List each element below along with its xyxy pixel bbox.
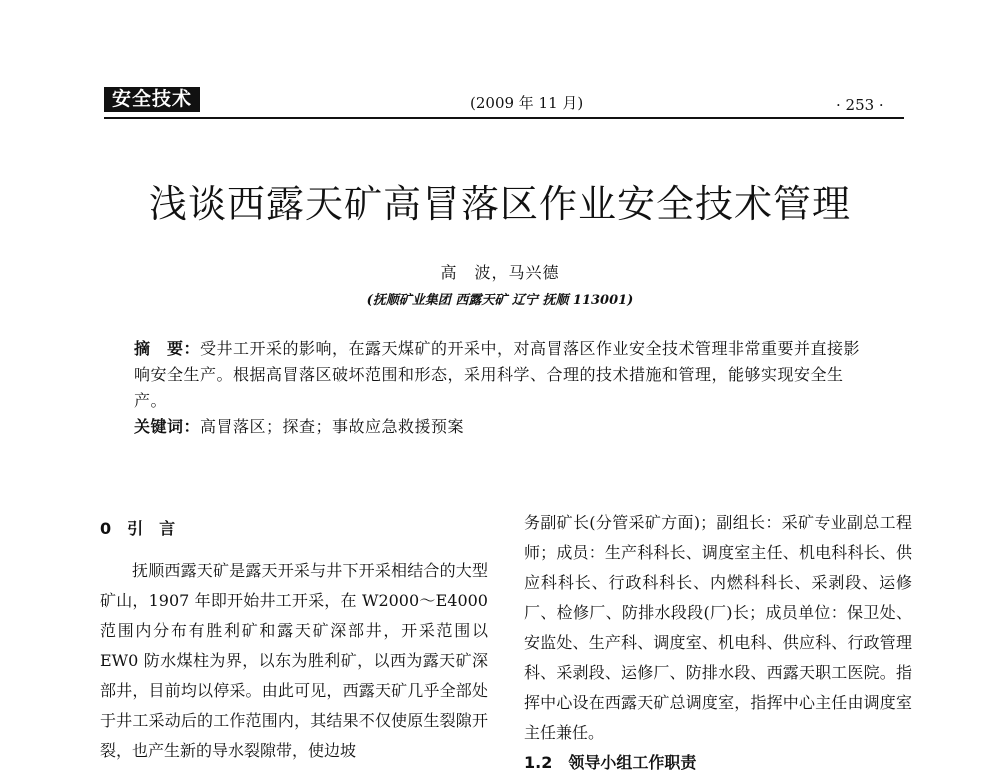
left-column: [100, 514, 488, 766]
authors: 高 波，马兴德: [440, 263, 560, 282]
section-heading-intro: 0 引 言: [100, 519, 176, 538]
keywords-label: 关键词：: [134, 417, 201, 436]
article-title: 浅谈西露天矿高冒落区作业安全技术管理: [148, 182, 851, 226]
page-number: · 253 ·: [836, 96, 884, 114]
section-tag: 安全技术: [104, 87, 200, 112]
abstract-block: [134, 336, 874, 440]
right-column: [524, 508, 912, 778]
subsection-heading: 1.2 领导小组工作职责: [524, 753, 697, 772]
header-divider: [104, 117, 904, 119]
keywords-paragraph: [134, 414, 874, 440]
keywords-text: 高冒落区；探查；事故应急救援预案: [200, 417, 465, 436]
issue-date: (2009 年 11 月): [470, 94, 584, 112]
leadership-paragraph: 务副矿长(分管采矿方面)；副组长：采矿专业副总工程师；成员：生产科科长、调度室主任、机电科科长、供应科科长、行政科科长、内燃科科长、采剥段、运修厂、检修厂、防排水段段(厂)长；成员单位：保卫处、安监处、生产科、调度室、机电科、供应科、行政管理科、采剥段、运修厂、防排水段、西露天职工医院。指挥中心设在西露天矿总调度室，指挥中心主任由调度室主任兼任。: [524, 513, 912, 742]
abstract-text: 受井工开采的影响，在露天煤矿的开采中，对高冒落区作业安全技术管理非常重要并直接影响安全生产。根据高冒落区破坏范围和形态，采用科学、合理的技术措施和管理，能够实现安全生产。: [134, 339, 861, 410]
abstract-label: 摘 要：: [134, 339, 201, 358]
abstract-paragraph: [134, 336, 874, 414]
intro-paragraph: 抚顺西露天矿是露天开采与井下开采相结合的大型矿山，1907 年即开始井工开采，在 W2000～E4000 范围内分布有胜利矿和露天矿深部井，开采范围以 EW0 防水煤柱为界，以东为胜利矿，以西为露天矿深部井，目前均以停采。由此可见，西露天矿几乎全部处于井工采动后的工作范围内，其结果不仅使原生裂隙开裂，也产生新的导水裂隙带，使边坡: [100, 561, 488, 760]
affiliation: (抚顺矿业集团 西露天矿 辽宁 抚顺 113001): [366, 293, 634, 308]
